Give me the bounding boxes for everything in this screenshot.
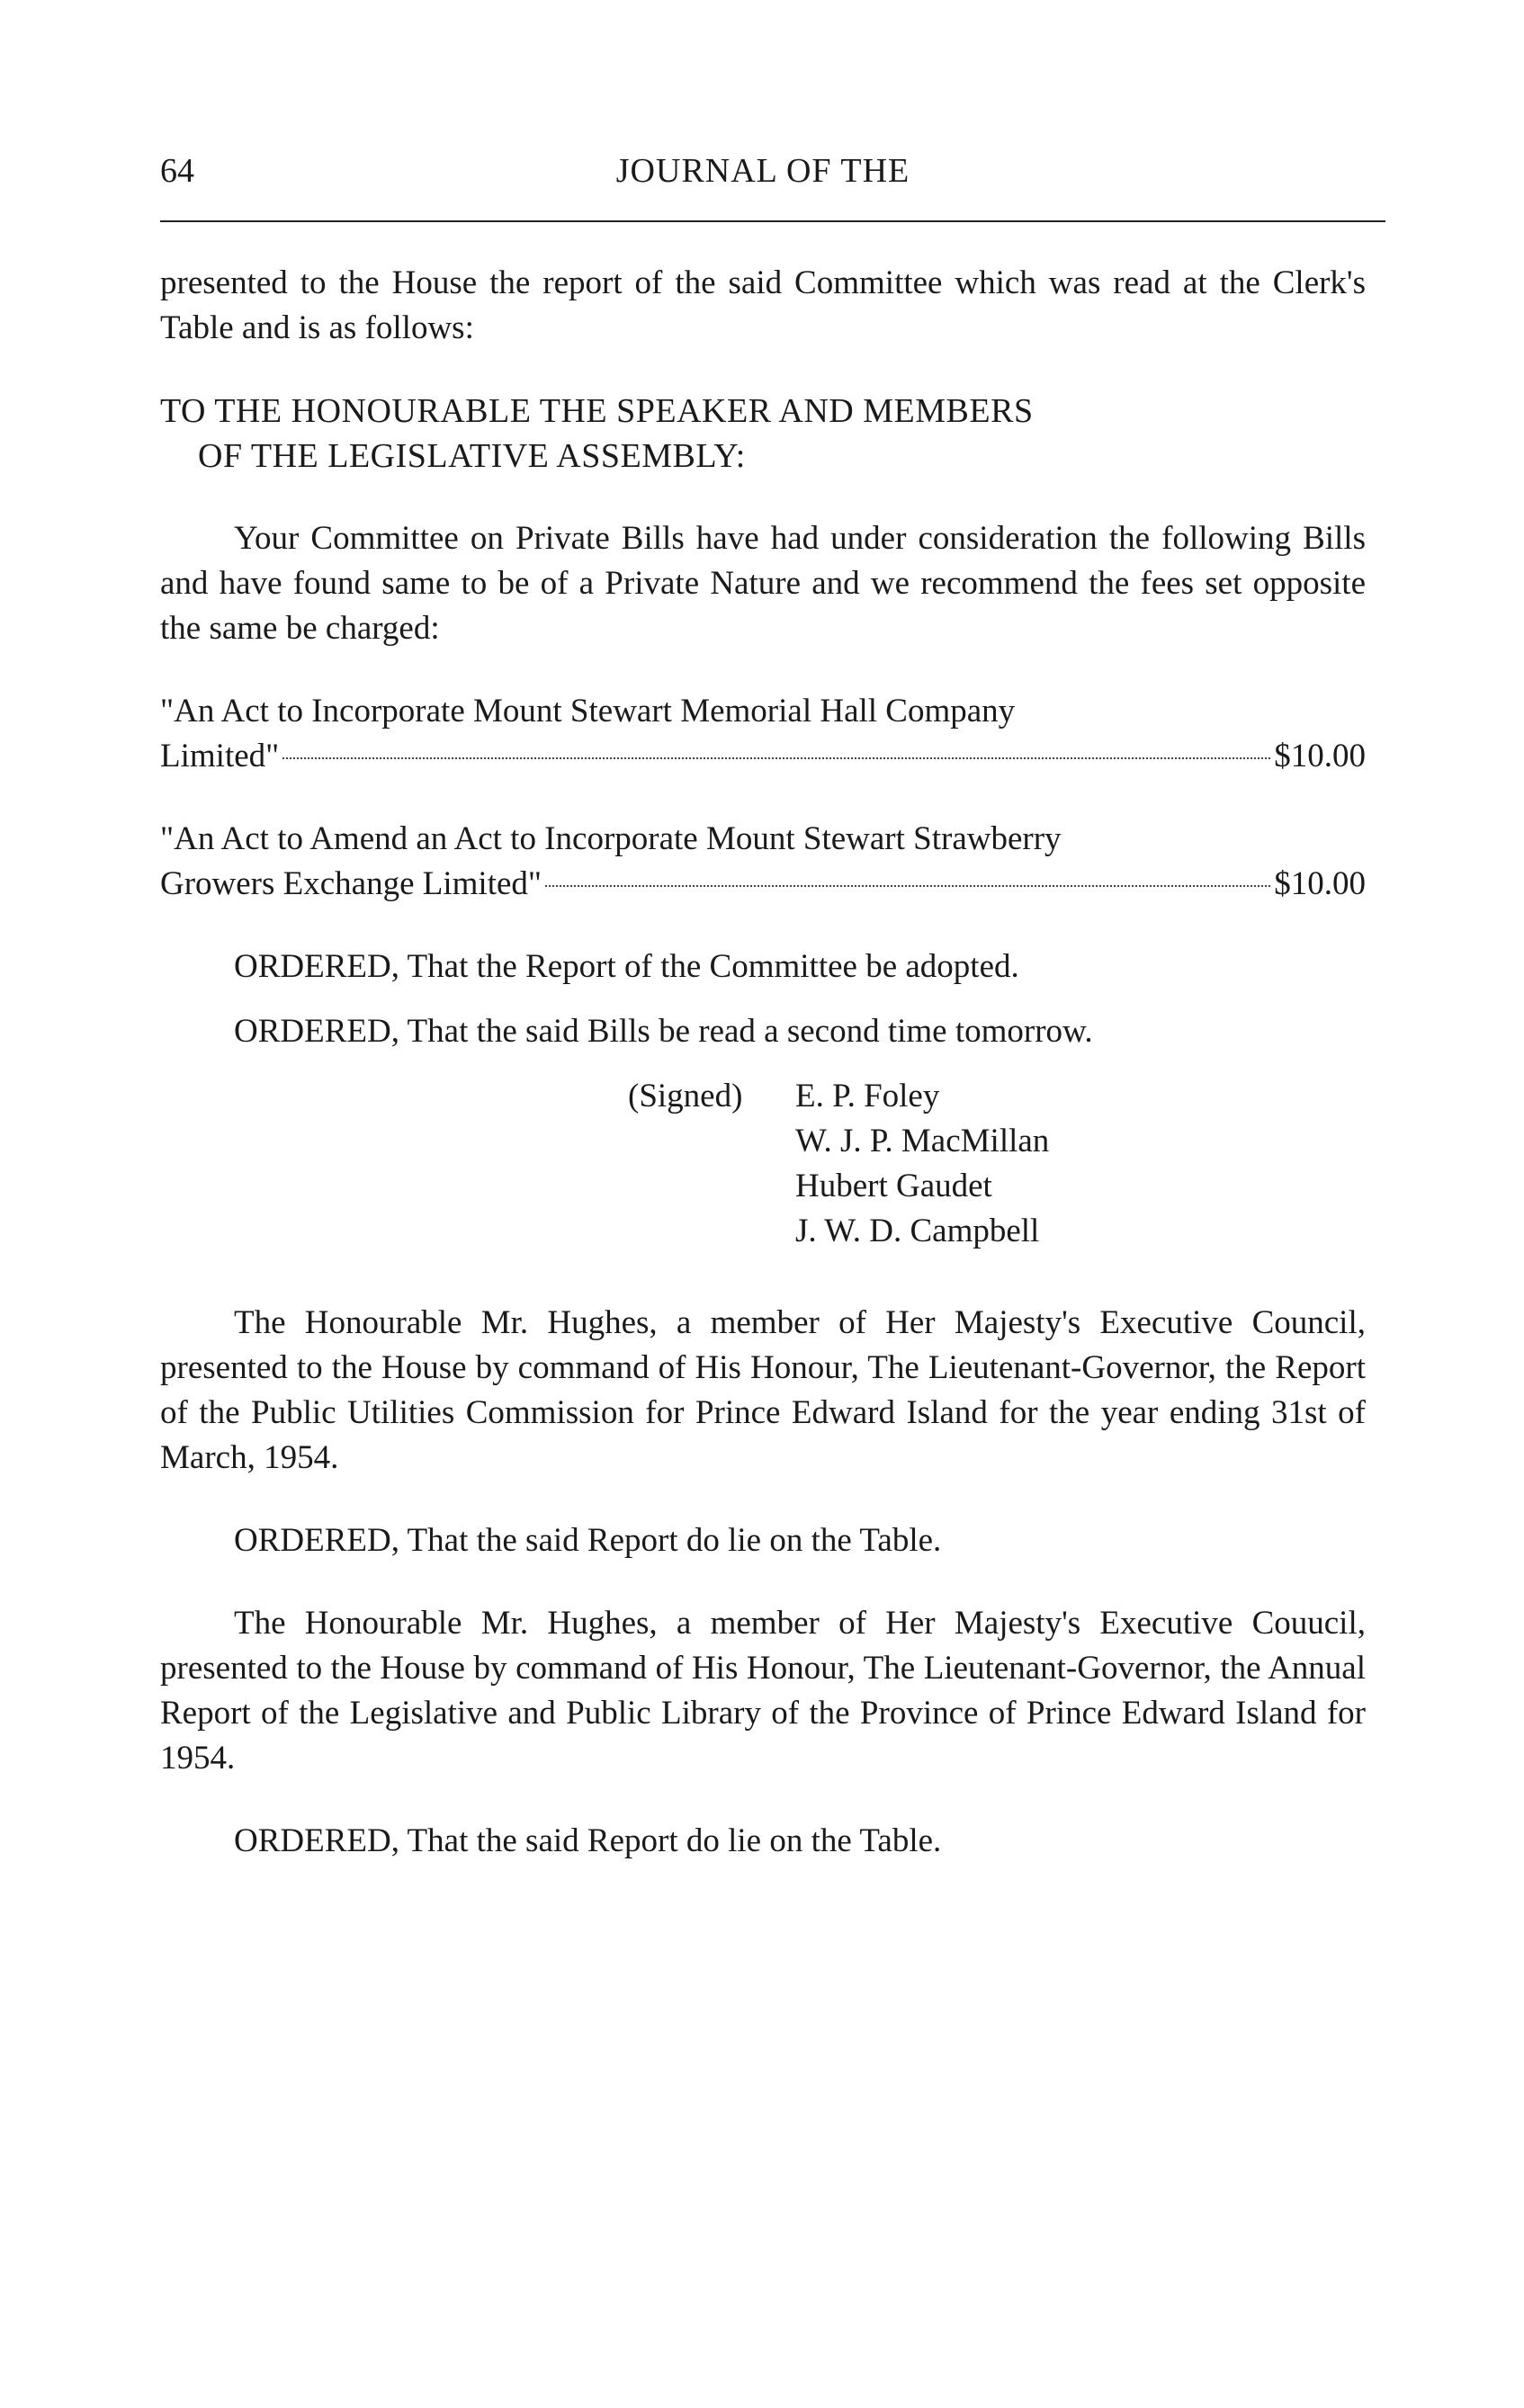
journal-page [160, 126, 1366, 1859]
signature-block [160, 1074, 1366, 1263]
bill-fee: $10.00 [1274, 738, 1366, 774]
signer-name: E. P. Foley [795, 1078, 940, 1114]
committee-report-paragraph: Your Committee on Private Bills have had under consideration the following Bills and have found same to be of a Private Nature and we recommend the fees set opposite the same be charged: [160, 520, 1366, 647]
orders-block [160, 944, 1366, 1054]
bill-title-continuation: Growers Exchange Limited" [160, 865, 542, 902]
intro-paragraph: presented to the House the report of the said Committee which was read at the Clerk's Table and is as follows: [160, 264, 1366, 346]
address-line-1: TO THE HONOURABLE THE SPEAKER AND MEMBERS [160, 392, 1034, 430]
dot-leader [282, 757, 1270, 759]
page-number: 64 [160, 152, 194, 190]
bill-entry [160, 689, 1366, 779]
address-heading [160, 389, 1366, 479]
signer-name: J. W. D. Campbell [795, 1213, 1040, 1249]
library-report-paragraph: The Honourable Mr. Hughes, a member of Her Majesty's Executive Couucil, presented to the House by command of His Honour, The Lieutenant-Governor, the Annual Report of the Legislative and Public Library of the Province of Prince Edward Island for 1954. [160, 1605, 1366, 1777]
bill-entry [160, 817, 1366, 907]
page-body [160, 261, 1366, 1864]
signer-list [795, 1074, 1049, 1254]
bill-title-line: "An Act to Incorporate Mount Stewart Memorial Hall Company [160, 693, 1016, 730]
order-line: ORDERED, That the Report of the Committee be adopted. [234, 948, 1019, 985]
signed-label: (Signed) [628, 1078, 743, 1114]
bill-fee: $10.00 [1274, 865, 1366, 902]
order-line: ORDERED, That the said Bills be read a second time tomorrow. [234, 1013, 1093, 1050]
running-title: JOURNAL OF THE [615, 152, 910, 190]
order-line: ORDERED, That the said Report do lie on the Table. [234, 1822, 942, 1859]
bill-title-continuation: Limited" [160, 738, 280, 774]
utilities-report-paragraph: The Honourable Mr. Hughes, a member of Her Majesty's Executive Council, presented to the House by command of His Honour, The Lieutenant-Governor, the Report of the Public Utilities Commission for Prince Edward Island for the year ending 31st of March, 1954. [160, 1304, 1366, 1476]
bill-title-line: "An Act to Amend an Act to Incorporate Mount Stewart Strawberry [160, 820, 1062, 857]
header-rule [160, 220, 1385, 222]
bill-fee-line [160, 734, 1366, 779]
dot-leader [545, 885, 1270, 887]
order-line: ORDERED, That the said Report do lie on the Table. [234, 1522, 942, 1559]
address-line-2: OF THE LEGISLATIVE ASSEMBLY: [198, 437, 746, 475]
bill-fee-line [160, 862, 1366, 907]
page-header [160, 126, 1366, 216]
signer-name: W. J. P. MacMillan [795, 1123, 1050, 1159]
signer-name: Hubert Gaudet [795, 1168, 992, 1204]
